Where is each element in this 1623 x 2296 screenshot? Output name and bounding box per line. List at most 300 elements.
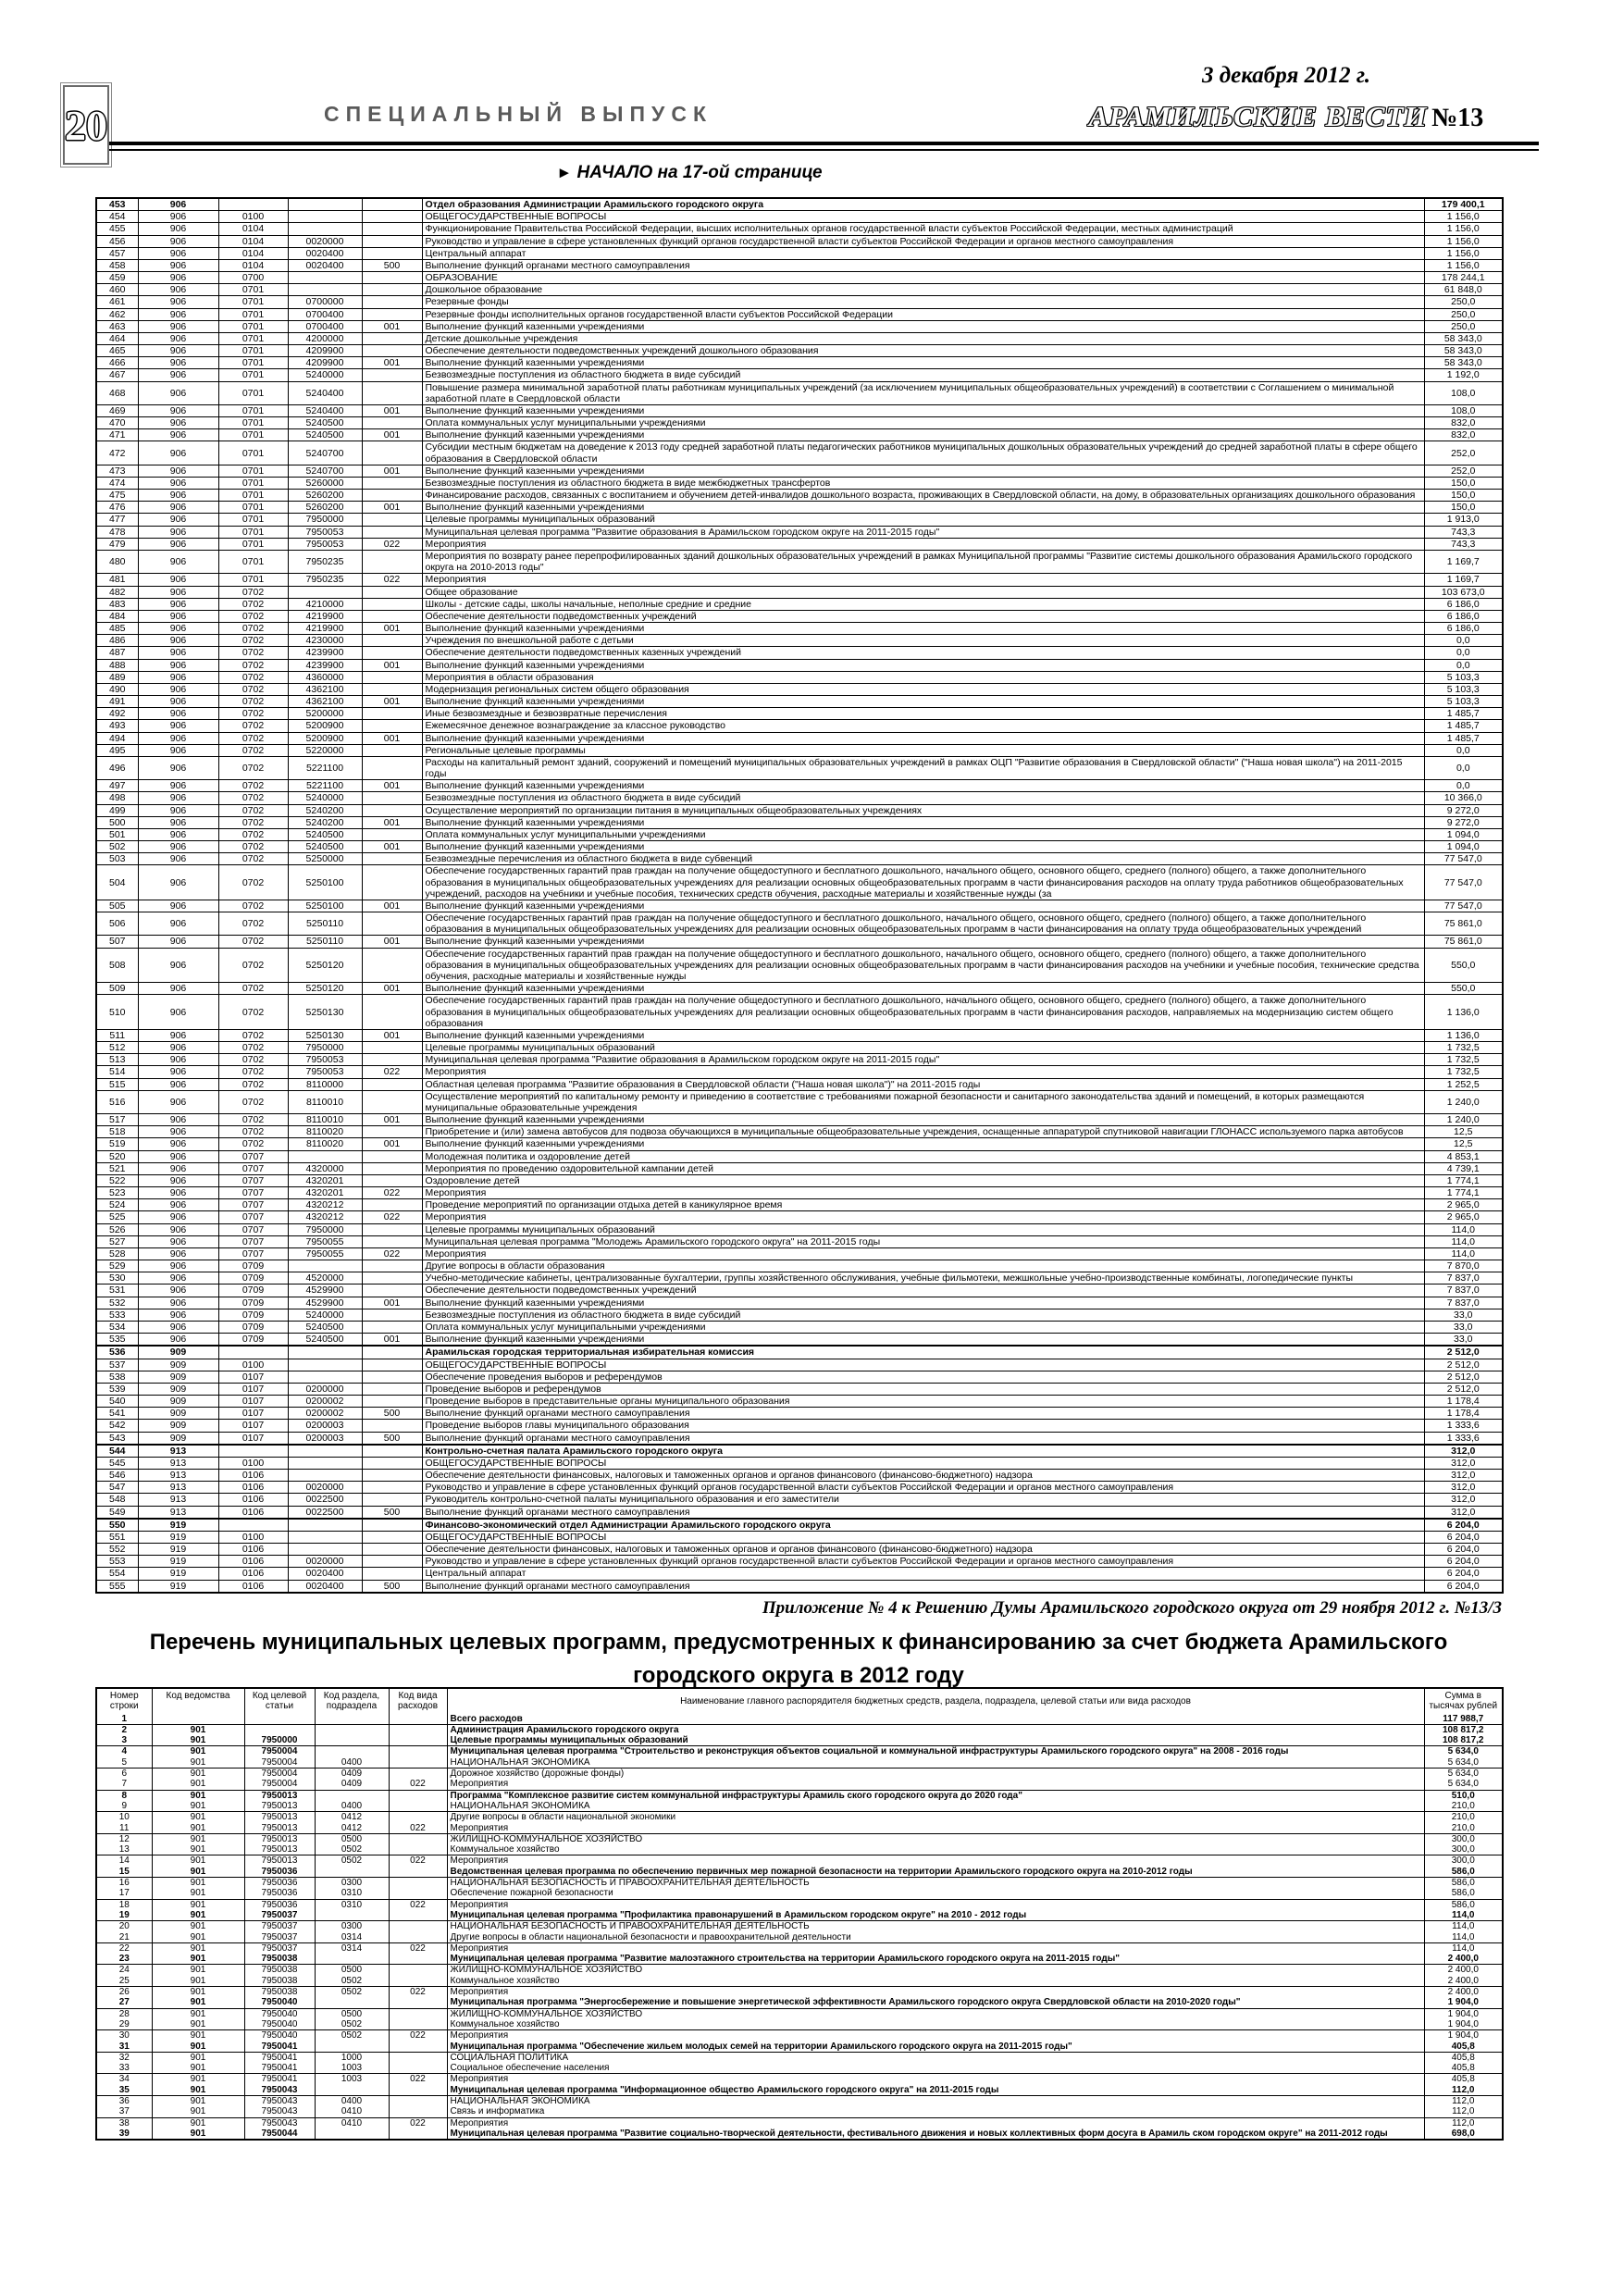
table-row bbox=[96, 1735, 1503, 1746]
name-cell: Выполнение функций казенными учреждениями bbox=[422, 1138, 1424, 1150]
amount-cell: 33,0 bbox=[1424, 1334, 1503, 1347]
section-code-cell: 0702 bbox=[218, 1090, 288, 1113]
row-number-cell: 462 bbox=[96, 308, 138, 320]
amount-cell: 1 333,6 bbox=[1424, 1432, 1503, 1445]
expense-type-cell bbox=[362, 1260, 422, 1272]
name-cell: Ведомственная целевая программа по обеспечению первичных мер пожарной безопасности на территории Арамильского городского округа на 2010-2012 годы bbox=[447, 1867, 1424, 1878]
expense-type-cell bbox=[362, 1223, 422, 1235]
name-cell: Оплата коммунальных услуг муниципальными учреждениями bbox=[422, 828, 1424, 840]
header-row-number: Номер строки bbox=[96, 1688, 152, 1714]
expense-type-cell bbox=[362, 635, 422, 647]
section-code-cell: 0702 bbox=[218, 1054, 288, 1066]
name-cell: Резервные фонды bbox=[422, 296, 1424, 308]
amount-cell: 1 485,7 bbox=[1424, 732, 1503, 744]
agency-code-cell: 901 bbox=[152, 1888, 244, 1899]
row-number-cell: 486 bbox=[96, 635, 138, 647]
target-article-cell: 0500 bbox=[315, 2008, 389, 2019]
row-number-cell: 39 bbox=[96, 2128, 152, 2140]
expense-type-cell bbox=[362, 296, 422, 308]
agency-code-cell: 906 bbox=[138, 1090, 218, 1113]
agency-code-cell: 906 bbox=[138, 235, 218, 247]
row-number-cell: 538 bbox=[96, 1371, 138, 1383]
table-row bbox=[96, 1724, 1503, 1735]
table-row bbox=[96, 586, 1503, 598]
target-article-cell: 4219900 bbox=[288, 610, 362, 622]
agency-code-cell: 906 bbox=[138, 198, 218, 211]
section-code-cell: 0702 bbox=[218, 708, 288, 720]
agency-code-cell: 906 bbox=[138, 345, 218, 357]
expense-type-cell: 500 bbox=[362, 1432, 422, 1445]
target-article-cell: 5240500 bbox=[288, 417, 362, 429]
table-row bbox=[96, 2085, 1503, 2096]
target-article-cell: 4320201 bbox=[288, 1187, 362, 1199]
target-article-cell: 5250120 bbox=[288, 983, 362, 995]
amount-cell: 300,0 bbox=[1424, 1833, 1503, 1844]
name-cell: Учебно-методические кабинеты, централизованные бухгалтерии, группы хозяйственного обслуживания, учебные фильмотеки, межшкольные учебно-производственные комбинаты, логопедические пункты bbox=[422, 1272, 1424, 1285]
expense-type-cell: 001 bbox=[362, 900, 422, 912]
amount-cell: 7 837,0 bbox=[1424, 1285, 1503, 1297]
row-number-cell: 550 bbox=[96, 1519, 138, 1532]
row-number-cell: 521 bbox=[96, 1162, 138, 1174]
section-code-cell: 0702 bbox=[218, 671, 288, 683]
amount-cell: 1 913,0 bbox=[1424, 514, 1503, 526]
expense-type-cell bbox=[362, 1346, 422, 1359]
section-code-cell: 0709 bbox=[218, 1309, 288, 1321]
row-number-cell: 529 bbox=[96, 1260, 138, 1272]
table-row bbox=[96, 1432, 1503, 1445]
row-number-cell: 555 bbox=[96, 1580, 138, 1593]
table-row bbox=[96, 2095, 1503, 2106]
expense-type-cell: 500 bbox=[362, 1506, 422, 1519]
target-article-cell: 8110020 bbox=[288, 1126, 362, 1138]
section-code-cell bbox=[244, 1724, 315, 1735]
table-row bbox=[96, 1235, 1503, 1247]
table-row bbox=[96, 1932, 1503, 1943]
agency-code-cell: 906 bbox=[138, 1297, 218, 1309]
table-row bbox=[96, 1150, 1503, 1162]
agency-code-cell: 906 bbox=[138, 1223, 218, 1235]
expense-type-cell: 022 bbox=[362, 1211, 422, 1223]
amount-cell: 2 512,0 bbox=[1424, 1371, 1503, 1383]
row-number-cell: 552 bbox=[96, 1544, 138, 1556]
row-number-cell: 31 bbox=[96, 2042, 152, 2053]
section-code-cell: 0707 bbox=[218, 1223, 288, 1235]
agency-code-cell: 901 bbox=[152, 1867, 244, 1878]
target-article-cell: 4239900 bbox=[288, 647, 362, 659]
issue-number: №13 bbox=[1431, 104, 1484, 132]
section-code-cell: 7950036 bbox=[244, 1878, 315, 1889]
expense-type-cell bbox=[362, 198, 422, 211]
target-article-cell: 0502 bbox=[315, 1976, 389, 1987]
target-article-cell bbox=[288, 1371, 362, 1383]
row-number-cell: 540 bbox=[96, 1396, 138, 1408]
name-cell: Обеспечение деятельности подведомственных казенных учреждений bbox=[422, 647, 1424, 659]
row-number-cell: 478 bbox=[96, 526, 138, 538]
name-cell: Выполнение функций органами местного самоуправления bbox=[422, 1580, 1424, 1593]
table-row bbox=[96, 1260, 1503, 1272]
amount-cell: 0,0 bbox=[1424, 659, 1503, 671]
name-cell: Выполнение функций казенными учреждениями bbox=[422, 936, 1424, 948]
agency-code-cell: 906 bbox=[138, 1247, 218, 1260]
expense-type-cell bbox=[362, 223, 422, 235]
expense-type-cell bbox=[389, 1888, 447, 1899]
amount-cell: 210,0 bbox=[1424, 1801, 1503, 1812]
row-number-cell: 530 bbox=[96, 1272, 138, 1285]
agency-code-cell: 919 bbox=[138, 1531, 218, 1543]
row-number-cell: 464 bbox=[96, 332, 138, 344]
name-cell: Выполнение функций казенными учреждениями bbox=[422, 900, 1424, 912]
expense-type-cell bbox=[362, 235, 422, 247]
agency-code-cell: 906 bbox=[138, 828, 218, 840]
masthead-divider bbox=[109, 142, 1539, 151]
amount-cell: 1 169,7 bbox=[1424, 550, 1503, 573]
agency-code-cell: 906 bbox=[138, 284, 218, 296]
target-article-cell: 7950053 bbox=[288, 526, 362, 538]
agency-code-cell: 906 bbox=[138, 1334, 218, 1347]
expense-type-cell bbox=[362, 1519, 422, 1532]
target-article-cell: 0314 bbox=[315, 1932, 389, 1943]
target-article-cell: 0200000 bbox=[288, 1383, 362, 1395]
name-cell: Руководитель контрольно-счетной палаты муниципального образования и его заместители bbox=[422, 1494, 1424, 1506]
name-cell: Другие вопросы в области национальной экономики bbox=[447, 1812, 1424, 1823]
target-article-cell: 4230000 bbox=[288, 635, 362, 647]
target-article-cell: 4320212 bbox=[288, 1199, 362, 1211]
row-number-cell: 544 bbox=[96, 1445, 138, 1458]
row-number-cell: 514 bbox=[96, 1066, 138, 1078]
amount-cell: 1 732,5 bbox=[1424, 1054, 1503, 1066]
agency-code-cell: 901 bbox=[152, 2117, 244, 2128]
amount-cell: 312,0 bbox=[1424, 1494, 1503, 1506]
agency-code-cell: 906 bbox=[138, 948, 218, 983]
expense-type-cell bbox=[389, 2042, 447, 2053]
expense-type-cell: 022 bbox=[389, 1942, 447, 1954]
target-article-cell: 5240500 bbox=[288, 1321, 362, 1333]
name-cell: Выполнение функций казенными учреждениями bbox=[422, 357, 1424, 369]
section-code-cell: 0107 bbox=[218, 1432, 288, 1445]
table-row bbox=[96, 1334, 1503, 1347]
amount-cell: 2 965,0 bbox=[1424, 1211, 1503, 1223]
amount-cell: 178 244,1 bbox=[1424, 272, 1503, 284]
target-article-cell: 8110010 bbox=[288, 1114, 362, 1126]
amount-cell: 112,0 bbox=[1424, 2117, 1503, 2128]
expense-type-cell bbox=[362, 1568, 422, 1580]
amount-cell: 114,0 bbox=[1424, 1247, 1503, 1260]
section-code-cell: 7950044 bbox=[244, 2128, 315, 2140]
name-cell: Коммунальное хозяйство bbox=[447, 1844, 1424, 1855]
name-cell: Финансирование расходов, связанных с воспитанием и обучением детей-инвалидов дошкольного возраста, проживающих в Свердловской области, на дому, в образовательных организациях дошкольного образования bbox=[422, 490, 1424, 502]
target-article-cell: 7950055 bbox=[288, 1235, 362, 1247]
name-cell: Мероприятия bbox=[447, 2074, 1424, 2085]
target-article-cell: 0500 bbox=[315, 1833, 389, 1844]
amount-cell: 6 204,0 bbox=[1424, 1519, 1503, 1532]
table-row bbox=[96, 2063, 1503, 2074]
row-number-cell: 549 bbox=[96, 1506, 138, 1519]
section-code-cell: 0106 bbox=[218, 1482, 288, 1494]
expense-type-cell bbox=[362, 586, 422, 598]
section-code-cell: 0701 bbox=[218, 465, 288, 477]
table-row bbox=[96, 1544, 1503, 1556]
name-cell: Дорожное хозяйство (дорожные фонды) bbox=[447, 1769, 1424, 1780]
expense-type-cell bbox=[362, 1078, 422, 1090]
agency-code-cell: 919 bbox=[138, 1544, 218, 1556]
name-cell: НАЦИОНАЛЬНАЯ ЭКОНОМИКА bbox=[447, 2095, 1424, 2106]
agency-code-cell: 906 bbox=[138, 995, 218, 1030]
expense-type-cell bbox=[362, 514, 422, 526]
name-cell: Иные безвозмездные и безвозвратные перечисления bbox=[422, 708, 1424, 720]
amount-cell: 586,0 bbox=[1424, 1878, 1503, 1889]
amount-cell: 0,0 bbox=[1424, 744, 1503, 756]
table-row bbox=[96, 1126, 1503, 1138]
amount-cell: 1 136,0 bbox=[1424, 1029, 1503, 1041]
agency-code-cell: 906 bbox=[138, 477, 218, 489]
table-row bbox=[96, 865, 1503, 900]
expense-type-cell: 022 bbox=[389, 2030, 447, 2042]
target-article-cell: 4362100 bbox=[288, 696, 362, 708]
table-row bbox=[96, 683, 1503, 695]
amount-cell: 1 485,7 bbox=[1424, 708, 1503, 720]
target-article-cell bbox=[288, 284, 362, 296]
target-article-cell: 0412 bbox=[315, 1812, 389, 1823]
agency-code-cell: 906 bbox=[138, 247, 218, 259]
expense-type-cell: 022 bbox=[389, 1855, 447, 1867]
table-row bbox=[96, 441, 1503, 465]
name-cell: Обеспечение государственных гарантий прав граждан на получение общедоступного и бесплатного дошкольного, начального общего, основного общего, среднего (полного) общего, а также дополнительного образования в муниципальных общеобразовательных учреждениях для реализации основных общеобразовательных программ в части финансирования расходов на оплату труда работников общеобразовательных учреждений, расходов на учебники и учебные пособия, технических средств обучения, расходные материалы и хозяйственные нужды (за bbox=[422, 865, 1424, 900]
expense-type-cell: 500 bbox=[362, 1580, 422, 1593]
name-cell: Обеспечение деятельности финансовых, налоговых и таможенных органов и органов финансового (финансово-бюджетного) надзора bbox=[422, 1470, 1424, 1482]
amount-cell: 75 861,0 bbox=[1424, 936, 1503, 948]
name-cell: Мероприятия по проведению оздоровительной кампании детей bbox=[422, 1162, 1424, 1174]
target-article-cell: 0020000 bbox=[288, 1556, 362, 1568]
agency-code-cell: 906 bbox=[138, 465, 218, 477]
amount-cell: 1 904,0 bbox=[1424, 2019, 1503, 2030]
row-number-cell: 461 bbox=[96, 296, 138, 308]
agency-code-cell: 906 bbox=[138, 332, 218, 344]
amount-cell: 1 156,0 bbox=[1424, 247, 1503, 259]
target-article-cell: 5240200 bbox=[288, 804, 362, 816]
expense-type-cell bbox=[362, 247, 422, 259]
name-cell: Модернизация региональных систем общего образования bbox=[422, 683, 1424, 695]
agency-code-cell: 906 bbox=[138, 1042, 218, 1054]
row-number-cell: 30 bbox=[96, 2030, 152, 2042]
table-row bbox=[96, 708, 1503, 720]
row-number-cell: 458 bbox=[96, 259, 138, 271]
row-number-cell: 11 bbox=[96, 1823, 152, 1834]
name-cell: Мероприятия bbox=[447, 1899, 1424, 1910]
target-article-cell: 4320201 bbox=[288, 1174, 362, 1186]
table-row bbox=[96, 381, 1503, 404]
section-code-cell: 0702 bbox=[218, 865, 288, 900]
table-row bbox=[96, 1174, 1503, 1186]
table-row bbox=[96, 477, 1503, 489]
target-article-cell: 0400 bbox=[315, 2095, 389, 2106]
expense-type-cell bbox=[389, 2106, 447, 2117]
row-number-cell: 463 bbox=[96, 320, 138, 332]
section-code-cell bbox=[218, 1519, 288, 1532]
name-cell: ОБРАЗОВАНИЕ bbox=[422, 272, 1424, 284]
amount-cell: 114,0 bbox=[1424, 1932, 1503, 1943]
section-code-cell: 0106 bbox=[218, 1556, 288, 1568]
section-code-cell: 0702 bbox=[218, 720, 288, 732]
row-number-cell: 25 bbox=[96, 1976, 152, 1987]
target-article-cell: 0020400 bbox=[288, 259, 362, 271]
amount-cell: 743,3 bbox=[1424, 538, 1503, 550]
section-code-cell: 0702 bbox=[218, 623, 288, 635]
expense-type-cell: 001 bbox=[362, 1138, 422, 1150]
target-article-cell bbox=[315, 1954, 389, 1965]
amount-cell: 5 634,0 bbox=[1424, 1769, 1503, 1780]
expense-type-cell bbox=[362, 720, 422, 732]
amount-cell: 0,0 bbox=[1424, 780, 1503, 792]
amount-cell: 58 343,0 bbox=[1424, 357, 1503, 369]
target-article-cell: 5240400 bbox=[288, 381, 362, 404]
expense-type-cell bbox=[389, 2063, 447, 2074]
amount-cell: 1 904,0 bbox=[1424, 2008, 1503, 2019]
target-article-cell: 0200002 bbox=[288, 1396, 362, 1408]
section-code-cell: 0701 bbox=[218, 550, 288, 573]
section-code-cell: 0100 bbox=[218, 1359, 288, 1371]
name-cell: Муниципальная целевая программа "Развитие социально-творческой деятельности, фестивального движения и новых коллективных форм досуга в Арамиль ском городском округе" на 2011-2012 годы bbox=[447, 2128, 1424, 2140]
agency-code-cell: 906 bbox=[138, 744, 218, 756]
agency-code-cell: 901 bbox=[152, 2052, 244, 2063]
table-row bbox=[96, 369, 1503, 381]
amount-cell: 0,0 bbox=[1424, 756, 1503, 779]
row-number-cell: 497 bbox=[96, 780, 138, 792]
section-code-cell: 0702 bbox=[218, 936, 288, 948]
row-number-cell: 481 bbox=[96, 574, 138, 586]
row-number-cell: 534 bbox=[96, 1321, 138, 1333]
amount-cell: 832,0 bbox=[1424, 429, 1503, 441]
name-cell: Другие вопросы в области национальной безопасности и правоохранительной деятельности bbox=[447, 1932, 1424, 1943]
agency-code-cell: 906 bbox=[138, 404, 218, 416]
table-row bbox=[96, 1383, 1503, 1395]
amount-cell: 10 366,0 bbox=[1424, 792, 1503, 804]
section-code-cell: 0104 bbox=[218, 223, 288, 235]
expense-type-cell: 022 bbox=[362, 574, 422, 586]
expense-type-cell bbox=[362, 1445, 422, 1458]
name-cell: НАЦИОНАЛЬНАЯ ЭКОНОМИКА bbox=[447, 1757, 1424, 1769]
section-code-cell: 0107 bbox=[218, 1420, 288, 1432]
agency-code-cell: 906 bbox=[138, 720, 218, 732]
target-article-cell: 0700400 bbox=[288, 308, 362, 320]
section-code-cell: 0702 bbox=[218, 853, 288, 865]
masthead bbox=[0, 0, 1623, 194]
row-number-cell: 485 bbox=[96, 623, 138, 635]
expense-type-cell bbox=[362, 477, 422, 489]
amount-cell: 1 136,0 bbox=[1424, 995, 1503, 1030]
expense-type-cell bbox=[389, 1878, 447, 1889]
name-cell: Муниципальная целевая программа "Развитие образования в Арамильском городском округе на 2011-2015 годы" bbox=[422, 526, 1424, 538]
expense-type-cell bbox=[389, 2019, 447, 2030]
name-cell: Учреждения по внешкольной работе с детьми bbox=[422, 635, 1424, 647]
section-code-cell: 7950038 bbox=[244, 1965, 315, 1976]
row-number-cell: 547 bbox=[96, 1482, 138, 1494]
agency-code-cell: 919 bbox=[138, 1519, 218, 1532]
table-row bbox=[96, 1878, 1503, 1889]
name-cell: Выполнение функций казенными учреждениями bbox=[422, 659, 1424, 671]
target-article-cell: 7950235 bbox=[288, 574, 362, 586]
expense-type-cell bbox=[362, 792, 422, 804]
table-row bbox=[96, 2117, 1503, 2128]
row-number-cell: 26 bbox=[96, 1987, 152, 1998]
expense-type-cell: 500 bbox=[362, 259, 422, 271]
target-article-cell bbox=[288, 1359, 362, 1371]
name-cell: Муниципальная целевая программа "Развитие образования в Арамильском городском округе на 2011-2015 годы" bbox=[422, 1054, 1424, 1066]
section-code-cell: 0106 bbox=[218, 1506, 288, 1519]
target-article-cell: 0200003 bbox=[288, 1420, 362, 1432]
section-code-cell: 7950037 bbox=[244, 1910, 315, 1921]
name-cell: ЖИЛИЩНО-КОММУНАЛЬНОЕ ХОЗЯЙСТВО bbox=[447, 2008, 1424, 2019]
table-row bbox=[96, 1247, 1503, 1260]
name-cell: Выполнение функций казенными учреждениями bbox=[422, 732, 1424, 744]
table-row bbox=[96, 1114, 1503, 1126]
expense-type-cell bbox=[362, 828, 422, 840]
expense-type-cell: 001 bbox=[362, 465, 422, 477]
name-cell: Мероприятия bbox=[447, 1823, 1424, 1834]
expense-type-cell bbox=[389, 1997, 447, 2008]
table-row bbox=[96, 1285, 1503, 1297]
target-article-cell: 5250100 bbox=[288, 865, 362, 900]
name-cell: Функционирование Правительства Российской Федерации, высших исполнительных органов государственной власти субъектов Российской Федерации, местных администраций bbox=[422, 223, 1424, 235]
row-number-cell: 456 bbox=[96, 235, 138, 247]
target-article-cell bbox=[315, 1910, 389, 1921]
table-row bbox=[96, 465, 1503, 477]
target-article-cell: 8110000 bbox=[288, 1078, 362, 1090]
name-cell: Руководство и управление в сфере установленных функций органов государственной власти субъектов Российской Федерации и органов местного самоуправления bbox=[422, 235, 1424, 247]
row-number-cell: 5 bbox=[96, 1757, 152, 1769]
row-number-cell: 493 bbox=[96, 720, 138, 732]
table-row bbox=[96, 1420, 1503, 1432]
section-code-cell: 0701 bbox=[218, 441, 288, 465]
amount-cell: 312,0 bbox=[1424, 1457, 1503, 1469]
row-number-cell: 12 bbox=[96, 1833, 152, 1844]
table-row bbox=[96, 1888, 1503, 1899]
name-cell: Обеспечение государственных гарантий прав граждан на получение общедоступного и бесплатного дошкольного, начального общего, основного общего, среднего (полного) общего, а также дополнительного образования в муниципальных общеобразовательных учреждениях для реализации основных общеобразовательных программ в части финансирования расходов на учебники и учебные пособия, технические средства обучения, расходные материалы и хозяйственные нужды bbox=[422, 948, 1424, 983]
row-number-cell: 541 bbox=[96, 1408, 138, 1420]
expense-type-cell bbox=[362, 804, 422, 816]
section-code-cell: 7950038 bbox=[244, 1954, 315, 1965]
table-row bbox=[96, 2019, 1503, 2030]
table-row bbox=[96, 2042, 1503, 2053]
section-code-cell: 0701 bbox=[218, 296, 288, 308]
amount-cell: 550,0 bbox=[1424, 983, 1503, 995]
section-code-cell: 0701 bbox=[218, 502, 288, 514]
agency-code-cell: 901 bbox=[152, 1844, 244, 1855]
section-code-cell: 0107 bbox=[218, 1371, 288, 1383]
name-cell: Обеспечение проведения выборов и референдумов bbox=[422, 1371, 1424, 1383]
expense-type-cell bbox=[389, 1867, 447, 1878]
target-article-cell: 0400 bbox=[315, 1757, 389, 1769]
section-code-cell: 0701 bbox=[218, 417, 288, 429]
agency-code-cell: 906 bbox=[138, 211, 218, 223]
agency-code-cell: 913 bbox=[138, 1445, 218, 1458]
amount-cell: 698,0 bbox=[1424, 2128, 1503, 2140]
expense-type-cell: 001 bbox=[362, 404, 422, 416]
agency-code-cell: 909 bbox=[138, 1408, 218, 1420]
section-code-cell: 0702 bbox=[218, 586, 288, 598]
table-header-row bbox=[96, 1688, 1503, 1714]
row-number-cell: 28 bbox=[96, 2008, 152, 2019]
agency-code-cell: 906 bbox=[138, 1066, 218, 1078]
name-cell: Другие вопросы в области образования bbox=[422, 1260, 1424, 1272]
expense-type-cell bbox=[362, 526, 422, 538]
row-number-cell: 489 bbox=[96, 671, 138, 683]
target-article-cell bbox=[288, 1150, 362, 1162]
section-code-cell: 0709 bbox=[218, 1334, 288, 1347]
amount-cell: 108,0 bbox=[1424, 381, 1503, 404]
target-article-cell: 4209900 bbox=[288, 357, 362, 369]
table-row bbox=[96, 1445, 1503, 1458]
table-row bbox=[96, 1844, 1503, 1855]
